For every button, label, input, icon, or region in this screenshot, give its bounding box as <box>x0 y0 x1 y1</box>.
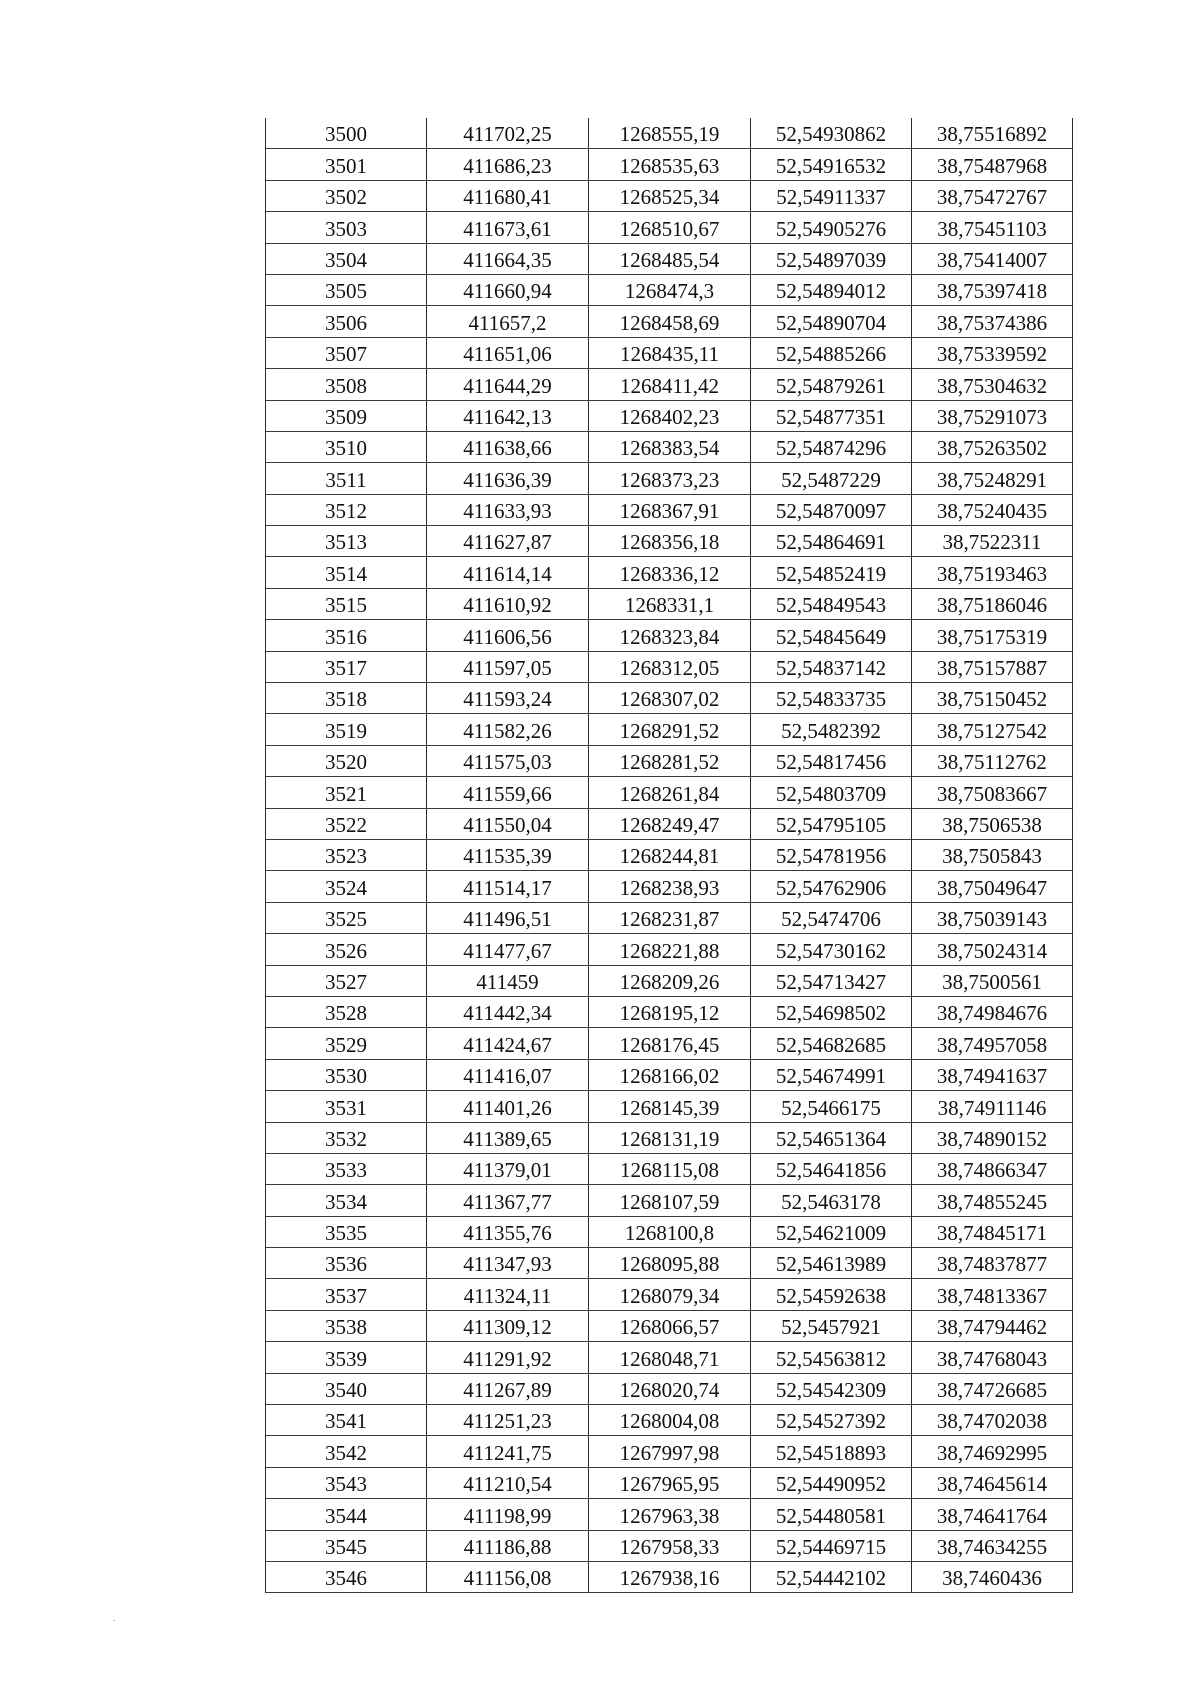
longitude-cell: 38,75397418 <box>912 274 1073 305</box>
table-row <box>266 494 1073 525</box>
y-coordinate-cell: 1268535,63 <box>589 149 751 180</box>
y-coordinate-cell: 1267963,38 <box>589 1499 751 1530</box>
point-number-cell: 3509 <box>266 400 427 431</box>
point-number-cell: 3502 <box>266 180 427 211</box>
x-coordinate-cell: 411251,23 <box>427 1405 589 1436</box>
x-coordinate-cell: 411636,39 <box>427 463 589 494</box>
point-number-cell: 3507 <box>266 337 427 368</box>
table-row <box>266 808 1073 839</box>
point-number-cell: 3506 <box>266 306 427 337</box>
table-row <box>266 588 1073 619</box>
x-coordinate-cell: 411651,06 <box>427 337 589 368</box>
table-row <box>266 1310 1073 1341</box>
longitude-cell: 38,75175319 <box>912 620 1073 651</box>
point-number-cell: 3534 <box>266 1185 427 1216</box>
longitude-cell: 38,75039143 <box>912 902 1073 933</box>
y-coordinate-cell: 1268166,02 <box>589 1059 751 1090</box>
longitude-cell: 38,74984676 <box>912 996 1073 1027</box>
point-number-cell: 3533 <box>266 1153 427 1184</box>
point-number-cell: 3541 <box>266 1405 427 1436</box>
y-coordinate-cell: 1268244,81 <box>589 839 751 870</box>
point-number-cell: 3519 <box>266 714 427 745</box>
y-coordinate-cell: 1268131,19 <box>589 1122 751 1153</box>
table-row <box>266 274 1073 305</box>
longitude-cell: 38,74911146 <box>912 1091 1073 1122</box>
point-number-cell: 3518 <box>266 683 427 714</box>
x-coordinate-cell: 411309,12 <box>427 1310 589 1341</box>
table-row <box>266 1467 1073 1498</box>
x-coordinate-cell: 411610,92 <box>427 588 589 619</box>
longitude-cell: 38,75024314 <box>912 934 1073 965</box>
table-row <box>266 871 1073 902</box>
longitude-cell: 38,74702038 <box>912 1405 1073 1436</box>
latitude-cell: 52,54682685 <box>751 1028 912 1059</box>
y-coordinate-cell: 1267997,98 <box>589 1436 751 1467</box>
y-coordinate-cell: 1267938,16 <box>589 1561 751 1592</box>
point-number-cell: 3500 <box>266 118 427 149</box>
y-coordinate-cell: 1268402,23 <box>589 400 751 431</box>
longitude-cell: 38,75487968 <box>912 149 1073 180</box>
point-number-cell: 3535 <box>266 1216 427 1247</box>
y-coordinate-cell: 1268145,39 <box>589 1091 751 1122</box>
longitude-cell: 38,74866347 <box>912 1153 1073 1184</box>
table-row <box>266 149 1073 180</box>
coordinates-table-body <box>266 118 1073 1593</box>
table-row <box>266 1185 1073 1216</box>
x-coordinate-cell: 411593,24 <box>427 683 589 714</box>
point-number-cell: 3539 <box>266 1342 427 1373</box>
x-coordinate-cell: 411198,99 <box>427 1499 589 1530</box>
table-row <box>266 1153 1073 1184</box>
point-number-cell: 3514 <box>266 557 427 588</box>
latitude-cell: 52,54837142 <box>751 651 912 682</box>
point-number-cell: 3544 <box>266 1499 427 1530</box>
point-number-cell: 3515 <box>266 588 427 619</box>
point-number-cell: 3538 <box>266 1310 427 1341</box>
longitude-cell: 38,75248291 <box>912 463 1073 494</box>
table-row <box>266 526 1073 557</box>
table-row <box>266 714 1073 745</box>
longitude-cell: 38,7460436 <box>912 1561 1073 1592</box>
latitude-cell: 52,54480581 <box>751 1499 912 1530</box>
table-row <box>266 118 1073 149</box>
y-coordinate-cell: 1268107,59 <box>589 1185 751 1216</box>
longitude-cell: 38,74794462 <box>912 1310 1073 1341</box>
x-coordinate-cell: 411459 <box>427 965 589 996</box>
latitude-cell: 52,54897039 <box>751 243 912 274</box>
y-coordinate-cell: 1268435,11 <box>589 337 751 368</box>
longitude-cell: 38,7505843 <box>912 839 1073 870</box>
table-row <box>266 1122 1073 1153</box>
latitude-cell: 52,54592638 <box>751 1279 912 1310</box>
x-coordinate-cell: 411660,94 <box>427 274 589 305</box>
table-row <box>266 1530 1073 1561</box>
table-row <box>266 369 1073 400</box>
point-number-cell: 3532 <box>266 1122 427 1153</box>
latitude-cell: 52,54817456 <box>751 745 912 776</box>
x-coordinate-cell: 411633,93 <box>427 494 589 525</box>
latitude-cell: 52,54845649 <box>751 620 912 651</box>
y-coordinate-cell: 1268525,34 <box>589 180 751 211</box>
point-number-cell: 3525 <box>266 902 427 933</box>
longitude-cell: 38,75472767 <box>912 180 1073 211</box>
longitude-cell: 38,7506538 <box>912 808 1073 839</box>
x-coordinate-cell: 411291,92 <box>427 1342 589 1373</box>
latitude-cell: 52,54442102 <box>751 1561 912 1592</box>
table-row <box>266 1561 1073 1592</box>
y-coordinate-cell: 1268238,93 <box>589 871 751 902</box>
point-number-cell: 3540 <box>266 1373 427 1404</box>
x-coordinate-cell: 411642,13 <box>427 400 589 431</box>
y-coordinate-cell: 1268291,52 <box>589 714 751 745</box>
x-coordinate-cell: 411644,29 <box>427 369 589 400</box>
table-row <box>266 620 1073 651</box>
latitude-cell: 52,54864691 <box>751 526 912 557</box>
point-number-cell: 3545 <box>266 1530 427 1561</box>
y-coordinate-cell: 1268307,02 <box>589 683 751 714</box>
table-row <box>266 212 1073 243</box>
y-coordinate-cell: 1268261,84 <box>589 777 751 808</box>
x-coordinate-cell: 411627,87 <box>427 526 589 557</box>
x-coordinate-cell: 411575,03 <box>427 745 589 776</box>
table-row <box>266 683 1073 714</box>
point-number-cell: 3510 <box>266 431 427 462</box>
latitude-cell: 52,54803709 <box>751 777 912 808</box>
longitude-cell: 38,74957058 <box>912 1028 1073 1059</box>
latitude-cell: 52,54469715 <box>751 1530 912 1561</box>
x-coordinate-cell: 411186,88 <box>427 1530 589 1561</box>
table-row <box>266 1059 1073 1090</box>
latitude-cell: 52,54621009 <box>751 1216 912 1247</box>
x-coordinate-cell: 411347,93 <box>427 1248 589 1279</box>
longitude-cell: 38,7522311 <box>912 526 1073 557</box>
longitude-cell: 38,74855245 <box>912 1185 1073 1216</box>
table-row <box>266 180 1073 211</box>
table-row <box>266 1028 1073 1059</box>
latitude-cell: 52,54795105 <box>751 808 912 839</box>
y-coordinate-cell: 1268066,57 <box>589 1310 751 1341</box>
y-coordinate-cell: 1268281,52 <box>589 745 751 776</box>
y-coordinate-cell: 1268095,88 <box>589 1248 751 1279</box>
longitude-cell: 38,74768043 <box>912 1342 1073 1373</box>
y-coordinate-cell: 1268115,08 <box>589 1153 751 1184</box>
x-coordinate-cell: 411424,67 <box>427 1028 589 1059</box>
y-coordinate-cell: 1268411,42 <box>589 369 751 400</box>
x-coordinate-cell: 411442,34 <box>427 996 589 1027</box>
point-number-cell: 3516 <box>266 620 427 651</box>
longitude-cell: 38,75083667 <box>912 777 1073 808</box>
y-coordinate-cell: 1268100,8 <box>589 1216 751 1247</box>
y-coordinate-cell: 1268356,18 <box>589 526 751 557</box>
x-coordinate-cell: 411514,17 <box>427 871 589 902</box>
table-row <box>266 1405 1073 1436</box>
table-row <box>266 1216 1073 1247</box>
longitude-cell: 38,75263502 <box>912 431 1073 462</box>
table-row <box>266 996 1073 1027</box>
longitude-cell: 38,75374386 <box>912 306 1073 337</box>
longitude-cell: 38,74641764 <box>912 1499 1073 1530</box>
latitude-cell: 52,54781956 <box>751 839 912 870</box>
latitude-cell: 52,5463178 <box>751 1185 912 1216</box>
table-row <box>266 1248 1073 1279</box>
y-coordinate-cell: 1268331,1 <box>589 588 751 619</box>
x-coordinate-cell: 411241,75 <box>427 1436 589 1467</box>
latitude-cell: 52,54651364 <box>751 1122 912 1153</box>
point-number-cell: 3537 <box>266 1279 427 1310</box>
y-coordinate-cell: 1268474,3 <box>589 274 751 305</box>
point-number-cell: 3503 <box>266 212 427 243</box>
longitude-cell: 38,75112762 <box>912 745 1073 776</box>
point-number-cell: 3531 <box>266 1091 427 1122</box>
table-row <box>266 431 1073 462</box>
latitude-cell: 52,5487229 <box>751 463 912 494</box>
longitude-cell: 38,75304632 <box>912 369 1073 400</box>
table-row <box>266 934 1073 965</box>
y-coordinate-cell: 1268209,26 <box>589 965 751 996</box>
table-row <box>266 1373 1073 1404</box>
y-coordinate-cell: 1268020,74 <box>589 1373 751 1404</box>
latitude-cell: 52,54542309 <box>751 1373 912 1404</box>
latitude-cell: 52,5466175 <box>751 1091 912 1122</box>
y-coordinate-cell: 1268367,91 <box>589 494 751 525</box>
x-coordinate-cell: 411614,14 <box>427 557 589 588</box>
longitude-cell: 38,75127542 <box>912 714 1073 745</box>
table-row <box>266 965 1073 996</box>
point-number-cell: 3512 <box>266 494 427 525</box>
point-number-cell: 3542 <box>266 1436 427 1467</box>
point-number-cell: 3511 <box>266 463 427 494</box>
x-coordinate-cell: 411550,04 <box>427 808 589 839</box>
table-row <box>266 651 1073 682</box>
table-row <box>266 243 1073 274</box>
point-number-cell: 3504 <box>266 243 427 274</box>
longitude-cell: 38,75516892 <box>912 118 1073 149</box>
longitude-cell: 38,75414007 <box>912 243 1073 274</box>
x-coordinate-cell: 411156,08 <box>427 1561 589 1592</box>
x-coordinate-cell: 411686,23 <box>427 149 589 180</box>
longitude-cell: 38,75339592 <box>912 337 1073 368</box>
longitude-cell: 38,74890152 <box>912 1122 1073 1153</box>
latitude-cell: 52,5482392 <box>751 714 912 745</box>
y-coordinate-cell: 1268221,88 <box>589 934 751 965</box>
x-coordinate-cell: 411267,89 <box>427 1373 589 1404</box>
latitude-cell: 52,54870097 <box>751 494 912 525</box>
point-number-cell: 3517 <box>266 651 427 682</box>
latitude-cell: 52,54698502 <box>751 996 912 1027</box>
y-coordinate-cell: 1268373,23 <box>589 463 751 494</box>
x-coordinate-cell: 411664,35 <box>427 243 589 274</box>
latitude-cell: 52,54713427 <box>751 965 912 996</box>
y-coordinate-cell: 1268231,87 <box>589 902 751 933</box>
longitude-cell: 38,74645614 <box>912 1467 1073 1498</box>
y-coordinate-cell: 1268510,67 <box>589 212 751 243</box>
latitude-cell: 52,54890704 <box>751 306 912 337</box>
latitude-cell: 52,54730162 <box>751 934 912 965</box>
x-coordinate-cell: 411389,65 <box>427 1122 589 1153</box>
longitude-cell: 38,75240435 <box>912 494 1073 525</box>
x-coordinate-cell: 411535,39 <box>427 839 589 870</box>
latitude-cell: 52,54527392 <box>751 1405 912 1436</box>
scan-speck <box>113 1620 115 1621</box>
latitude-cell: 52,54879261 <box>751 369 912 400</box>
point-number-cell: 3501 <box>266 149 427 180</box>
latitude-cell: 52,54849543 <box>751 588 912 619</box>
y-coordinate-cell: 1268195,12 <box>589 996 751 1027</box>
table-row <box>266 1091 1073 1122</box>
y-coordinate-cell: 1268048,71 <box>589 1342 751 1373</box>
x-coordinate-cell: 411416,07 <box>427 1059 589 1090</box>
table-row <box>266 839 1073 870</box>
latitude-cell: 52,54613989 <box>751 1248 912 1279</box>
y-coordinate-cell: 1268383,54 <box>589 431 751 462</box>
latitude-cell: 52,54518893 <box>751 1436 912 1467</box>
table-row <box>266 1499 1073 1530</box>
y-coordinate-cell: 1268485,54 <box>589 243 751 274</box>
point-number-cell: 3521 <box>266 777 427 808</box>
y-coordinate-cell: 1268323,84 <box>589 620 751 651</box>
y-coordinate-cell: 1267965,95 <box>589 1467 751 1498</box>
latitude-cell: 52,54833735 <box>751 683 912 714</box>
longitude-cell: 38,75291073 <box>912 400 1073 431</box>
longitude-cell: 38,75451103 <box>912 212 1073 243</box>
latitude-cell: 52,54762906 <box>751 871 912 902</box>
y-coordinate-cell: 1267958,33 <box>589 1530 751 1561</box>
y-coordinate-cell: 1268336,12 <box>589 557 751 588</box>
y-coordinate-cell: 1268555,19 <box>589 118 751 149</box>
y-coordinate-cell: 1268312,05 <box>589 651 751 682</box>
table-row <box>266 745 1073 776</box>
x-coordinate-cell: 411680,41 <box>427 180 589 211</box>
point-number-cell: 3530 <box>266 1059 427 1090</box>
latitude-cell: 52,54905276 <box>751 212 912 243</box>
x-coordinate-cell: 411477,67 <box>427 934 589 965</box>
point-number-cell: 3524 <box>266 871 427 902</box>
table-row <box>266 1436 1073 1467</box>
latitude-cell: 52,54877351 <box>751 400 912 431</box>
x-coordinate-cell: 411582,26 <box>427 714 589 745</box>
x-coordinate-cell: 411367,77 <box>427 1185 589 1216</box>
point-number-cell: 3546 <box>266 1561 427 1592</box>
table-row <box>266 777 1073 808</box>
longitude-cell: 38,74837877 <box>912 1248 1073 1279</box>
point-number-cell: 3527 <box>266 965 427 996</box>
longitude-cell: 38,74941637 <box>912 1059 1073 1090</box>
y-coordinate-cell: 1268079,34 <box>589 1279 751 1310</box>
longitude-cell: 38,75193463 <box>912 557 1073 588</box>
x-coordinate-cell: 411379,01 <box>427 1153 589 1184</box>
point-number-cell: 3522 <box>266 808 427 839</box>
longitude-cell: 38,74845171 <box>912 1216 1073 1247</box>
longitude-cell: 38,75049647 <box>912 871 1073 902</box>
latitude-cell: 52,54885266 <box>751 337 912 368</box>
table-row <box>266 400 1073 431</box>
latitude-cell: 52,54916532 <box>751 149 912 180</box>
x-coordinate-cell: 411496,51 <box>427 902 589 933</box>
y-coordinate-cell: 1268458,69 <box>589 306 751 337</box>
longitude-cell: 38,75186046 <box>912 588 1073 619</box>
point-number-cell: 3526 <box>266 934 427 965</box>
longitude-cell: 38,7500561 <box>912 965 1073 996</box>
longitude-cell: 38,74692995 <box>912 1436 1073 1467</box>
table-row <box>266 337 1073 368</box>
longitude-cell: 38,74813367 <box>912 1279 1073 1310</box>
table-row <box>266 306 1073 337</box>
point-number-cell: 3529 <box>266 1028 427 1059</box>
latitude-cell: 52,54563812 <box>751 1342 912 1373</box>
x-coordinate-cell: 411559,66 <box>427 777 589 808</box>
point-number-cell: 3528 <box>266 996 427 1027</box>
table-row <box>266 902 1073 933</box>
longitude-cell: 38,74726685 <box>912 1373 1073 1404</box>
point-number-cell: 3513 <box>266 526 427 557</box>
latitude-cell: 52,54930862 <box>751 118 912 149</box>
table-row <box>266 1279 1073 1310</box>
y-coordinate-cell: 1268249,47 <box>589 808 751 839</box>
table-row <box>266 1342 1073 1373</box>
y-coordinate-cell: 1268004,08 <box>589 1405 751 1436</box>
longitude-cell: 38,75157887 <box>912 651 1073 682</box>
latitude-cell: 52,54894012 <box>751 274 912 305</box>
x-coordinate-cell: 411702,25 <box>427 118 589 149</box>
longitude-cell: 38,75150452 <box>912 683 1073 714</box>
point-number-cell: 3520 <box>266 745 427 776</box>
x-coordinate-cell: 411606,56 <box>427 620 589 651</box>
x-coordinate-cell: 411401,26 <box>427 1091 589 1122</box>
latitude-cell: 52,54874296 <box>751 431 912 462</box>
point-number-cell: 3508 <box>266 369 427 400</box>
x-coordinate-cell: 411324,11 <box>427 1279 589 1310</box>
latitude-cell: 52,54911337 <box>751 180 912 211</box>
latitude-cell: 52,5474706 <box>751 902 912 933</box>
y-coordinate-cell: 1268176,45 <box>589 1028 751 1059</box>
point-number-cell: 3523 <box>266 839 427 870</box>
table-row <box>266 557 1073 588</box>
longitude-cell: 38,74634255 <box>912 1530 1073 1561</box>
x-coordinate-cell: 411597,05 <box>427 651 589 682</box>
x-coordinate-cell: 411657,2 <box>427 306 589 337</box>
x-coordinate-cell: 411638,66 <box>427 431 589 462</box>
coordinates-table <box>265 118 1073 1593</box>
point-number-cell: 3536 <box>266 1248 427 1279</box>
x-coordinate-cell: 411355,76 <box>427 1216 589 1247</box>
table-row <box>266 463 1073 494</box>
x-coordinate-cell: 411673,61 <box>427 212 589 243</box>
latitude-cell: 52,54674991 <box>751 1059 912 1090</box>
latitude-cell: 52,5457921 <box>751 1310 912 1341</box>
latitude-cell: 52,54490952 <box>751 1467 912 1498</box>
point-number-cell: 3505 <box>266 274 427 305</box>
x-coordinate-cell: 411210,54 <box>427 1467 589 1498</box>
latitude-cell: 52,54641856 <box>751 1153 912 1184</box>
point-number-cell: 3543 <box>266 1467 427 1498</box>
latitude-cell: 52,54852419 <box>751 557 912 588</box>
